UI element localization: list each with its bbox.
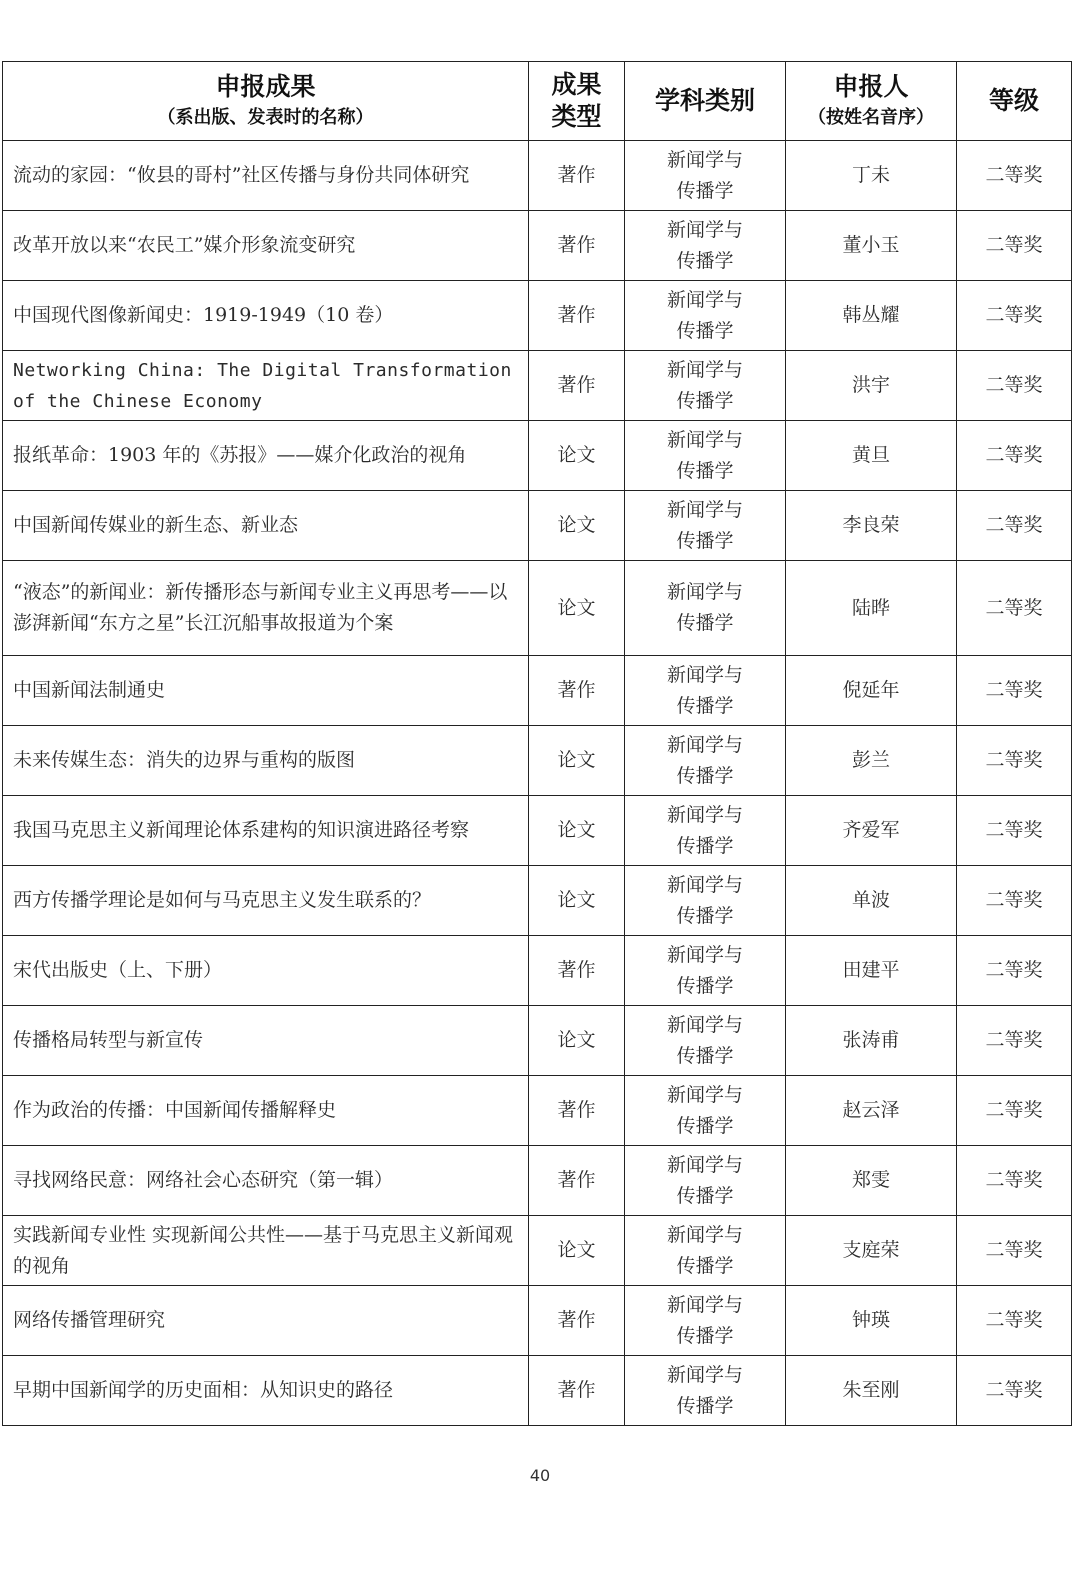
achievement-title: Networking China: The Digital Transformation of the Chinese Economy <box>3 351 529 421</box>
award-grade: 二等奖 <box>957 656 1072 726</box>
table-row <box>3 796 1072 866</box>
award-grade: 二等奖 <box>957 351 1072 421</box>
applicant-name: 丁未 <box>786 141 957 211</box>
applicant-name: 李良荣 <box>786 491 957 561</box>
discipline-line: 新闻学与 <box>666 1083 743 1106</box>
header-achievement: 申报成果 （系出版、发表时的名称） <box>3 62 529 141</box>
achievement-title: “液态”的新闻业：新传播形态与新闻专业主义再思考——以澎湃新闻“东方之星”长江沉船事故报道为个案 <box>3 561 529 656</box>
discipline-line: 传播学 <box>676 1394 734 1417</box>
award-grade: 二等奖 <box>957 1146 1072 1216</box>
discipline-line: 新闻学与 <box>666 1153 743 1176</box>
table-header-row <box>3 62 1072 141</box>
applicant-name: 洪宇 <box>786 351 957 421</box>
award-grade: 二等奖 <box>957 491 1072 561</box>
discipline <box>625 936 786 1006</box>
achievement-type: 著作 <box>529 656 625 726</box>
achievement-type: 著作 <box>529 1286 625 1356</box>
discipline <box>625 1076 786 1146</box>
award-grade: 二等奖 <box>957 1076 1072 1146</box>
table-row <box>3 561 1072 656</box>
achievement-title: 传播格局转型与新宣传 <box>3 1006 529 1076</box>
achievement-type: 论文 <box>529 1216 625 1286</box>
table-row <box>3 491 1072 561</box>
achievement-title: 寻找网络民意：网络社会心态研究（第一辑） <box>3 1146 529 1216</box>
award-grade: 二等奖 <box>957 1286 1072 1356</box>
discipline-line: 新闻学与 <box>666 1363 743 1386</box>
applicant-name: 齐爱军 <box>786 796 957 866</box>
table-row <box>3 141 1072 211</box>
table-row <box>3 1216 1072 1286</box>
discipline <box>625 1356 786 1426</box>
discipline-line: 传播学 <box>676 529 734 552</box>
table-row <box>3 1076 1072 1146</box>
achievement-title: 改革开放以来“农民工”媒介形象流变研究 <box>3 211 529 281</box>
applicant-name: 黄旦 <box>786 421 957 491</box>
achievement-title: 流动的家园：“攸县的哥村”社区传播与身份共同体研究 <box>3 141 529 211</box>
discipline-line: 传播学 <box>676 249 734 272</box>
table-row <box>3 866 1072 936</box>
achievement-title: 宋代出版史（上、下册） <box>3 936 529 1006</box>
page-number: 40 <box>529 1466 551 1485</box>
applicant-name: 支庭荣 <box>786 1216 957 1286</box>
discipline-line: 新闻学与 <box>666 358 743 381</box>
discipline-line: 传播学 <box>676 612 734 634</box>
applicant-name: 彭兰 <box>786 726 957 796</box>
discipline-line: 传播学 <box>676 1044 734 1067</box>
achievement-title: 作为政治的传播：中国新闻传播解释史 <box>3 1076 529 1146</box>
award-grade: 二等奖 <box>957 936 1072 1006</box>
applicant-name: 赵云泽 <box>786 1076 957 1146</box>
achievement-title: 中国现代图像新闻史：1919-1949（10 卷） <box>3 281 529 351</box>
table-row <box>3 726 1072 796</box>
award-grade: 二等奖 <box>957 1216 1072 1286</box>
achievement-type: 论文 <box>529 726 625 796</box>
award-grade: 二等奖 <box>957 421 1072 491</box>
applicant-name: 郑雯 <box>786 1146 957 1216</box>
achievement-title: 西方传播学理论是如何与马克思主义发生联系的？ <box>3 866 529 936</box>
achievement-type: 论文 <box>529 796 625 866</box>
discipline-line: 传播学 <box>676 1114 734 1137</box>
achievement-type: 著作 <box>529 1356 625 1426</box>
discipline-line: 新闻学与 <box>666 1013 743 1036</box>
discipline <box>625 796 786 866</box>
achievement-type: 著作 <box>529 351 625 421</box>
discipline-line: 传播学 <box>676 764 734 787</box>
applicant-name: 田建平 <box>786 936 957 1006</box>
achievement-title: 我国马克思主义新闻理论体系建构的知识演进路径考察 <box>3 796 529 866</box>
achievement-type: 著作 <box>529 1146 625 1216</box>
discipline-line: 新闻学与 <box>666 733 743 756</box>
discipline <box>625 561 786 656</box>
award-grade: 二等奖 <box>957 1356 1072 1426</box>
award-grade: 二等奖 <box>957 561 1072 656</box>
table-row <box>3 211 1072 281</box>
achievement-title: 早期中国新闻学的历史面相：从知识史的路径 <box>3 1356 529 1426</box>
discipline-line: 传播学 <box>676 1324 734 1347</box>
applicant-name: 单波 <box>786 866 957 936</box>
achievement-type: 著作 <box>529 936 625 1006</box>
table-body <box>3 141 1072 1426</box>
discipline-line: 传播学 <box>676 319 734 342</box>
award-grade: 二等奖 <box>957 141 1072 211</box>
discipline-line: 新闻学与 <box>666 218 743 241</box>
table-row <box>3 1286 1072 1356</box>
discipline <box>625 1216 786 1286</box>
discipline <box>625 866 786 936</box>
award-grade: 二等奖 <box>957 281 1072 351</box>
awards-table <box>2 61 1072 1426</box>
applicant-name: 倪延年 <box>786 656 957 726</box>
applicant-name: 朱至刚 <box>786 1356 957 1426</box>
discipline-line: 传播学 <box>676 1254 734 1277</box>
discipline <box>625 351 786 421</box>
discipline-line: 新闻学与 <box>666 148 743 171</box>
award-grade: 二等奖 <box>957 866 1072 936</box>
table-row <box>3 1146 1072 1216</box>
achievement-title: 中国新闻传媒业的新生态、新业态 <box>3 491 529 561</box>
discipline-line: 传播学 <box>676 904 734 927</box>
achievement-type: 论文 <box>529 561 625 656</box>
discipline <box>625 281 786 351</box>
discipline-line: 传播学 <box>676 694 734 717</box>
discipline-line: 传播学 <box>676 834 734 857</box>
discipline <box>625 211 786 281</box>
discipline <box>625 421 786 491</box>
award-grade: 二等奖 <box>957 726 1072 796</box>
discipline-line: 传播学 <box>676 1184 734 1207</box>
table-row <box>3 421 1072 491</box>
discipline-line: 传播学 <box>676 459 734 482</box>
header-applicant: 申报人 （按姓名音序） <box>786 62 957 141</box>
award-grade: 二等奖 <box>957 1006 1072 1076</box>
discipline-line: 新闻学与 <box>666 1293 743 1316</box>
achievement-type: 著作 <box>529 1076 625 1146</box>
discipline <box>625 1006 786 1076</box>
discipline-line: 新闻学与 <box>666 581 743 603</box>
discipline <box>625 141 786 211</box>
achievement-type: 论文 <box>529 421 625 491</box>
discipline-line: 新闻学与 <box>666 873 743 896</box>
achievement-title: 中国新闻法制通史 <box>3 656 529 726</box>
achievement-type: 论文 <box>529 491 625 561</box>
discipline <box>625 1286 786 1356</box>
discipline-line: 新闻学与 <box>666 803 743 826</box>
discipline-line: 新闻学与 <box>666 288 743 311</box>
discipline-line: 新闻学与 <box>666 1223 743 1246</box>
achievement-type: 著作 <box>529 141 625 211</box>
table-row <box>3 936 1072 1006</box>
discipline-line: 传播学 <box>676 389 734 412</box>
discipline-line: 新闻学与 <box>666 498 743 521</box>
applicant-name: 钟瑛 <box>786 1286 957 1356</box>
achievement-type: 论文 <box>529 1006 625 1076</box>
discipline-line: 新闻学与 <box>666 428 743 451</box>
header-grade: 等级 <box>957 62 1072 141</box>
discipline <box>625 656 786 726</box>
applicant-name: 陆晔 <box>786 561 957 656</box>
discipline-line: 新闻学与 <box>666 663 743 686</box>
achievement-type: 论文 <box>529 866 625 936</box>
discipline <box>625 1146 786 1216</box>
header-type: 成果 类型 <box>529 62 625 141</box>
award-grade: 二等奖 <box>957 796 1072 866</box>
table-row <box>3 281 1072 351</box>
table-row <box>3 351 1072 421</box>
achievement-type: 著作 <box>529 211 625 281</box>
applicant-name: 张涛甫 <box>786 1006 957 1076</box>
applicant-name: 董小玉 <box>786 211 957 281</box>
discipline-line: 新闻学与 <box>666 943 743 966</box>
header-discipline: 学科类别 <box>625 62 786 141</box>
table-row <box>3 656 1072 726</box>
award-grade: 二等奖 <box>957 211 1072 281</box>
discipline <box>625 491 786 561</box>
achievement-title: 网络传播管理研究 <box>3 1286 529 1356</box>
table-row <box>3 1006 1072 1076</box>
achievement-type: 著作 <box>529 281 625 351</box>
discipline-line: 传播学 <box>676 179 734 202</box>
achievement-title: 报纸革命：1903 年的《苏报》——媒介化政治的视角 <box>3 421 529 491</box>
achievement-title: 未来传媒生态：消失的边界与重构的版图 <box>3 726 529 796</box>
awards-table-page <box>2 61 1071 1426</box>
achievement-title: 实践新闻专业性 实现新闻公共性——基于马克思主义新闻观的视角 <box>3 1216 529 1286</box>
discipline <box>625 726 786 796</box>
table-row <box>3 1356 1072 1426</box>
applicant-name: 韩丛耀 <box>786 281 957 351</box>
discipline-line: 传播学 <box>676 974 734 997</box>
